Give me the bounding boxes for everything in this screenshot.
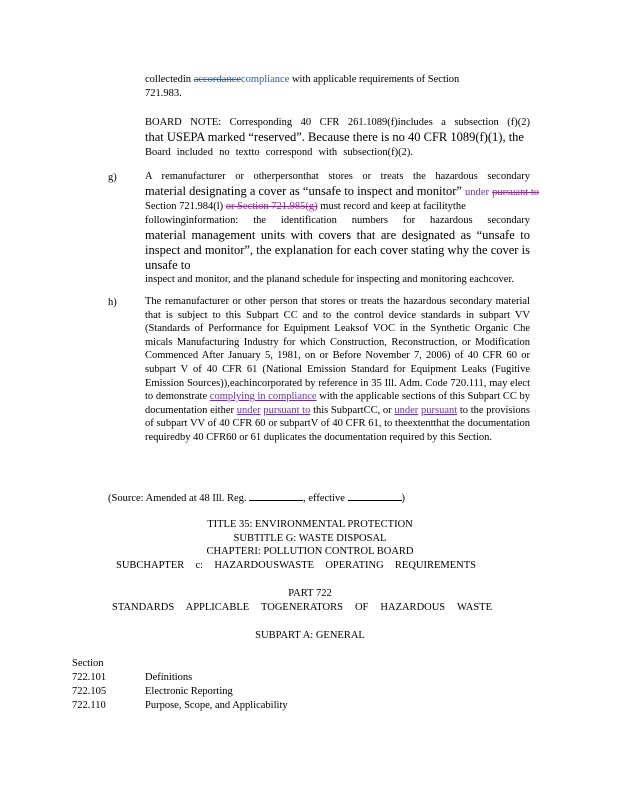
text-run: with the applicable sections of this Subpart CC by documentation either	[145, 391, 530, 416]
text-run: Section 721.984(l)	[145, 201, 224, 212]
subpart-heading: SUBPART A: GENERAL	[255, 630, 365, 641]
text-run: collectedin	[145, 74, 192, 85]
text-run: The remanufacturer or other person that stores or treats the hazardous secondary material that is subject to this Subpart CC and to the control device standards in subpart VV (Standards of Performance for Equipment Leaksof VOC in the Synthetic Organic Che micals Manufacturing Industry for which Construction, Reconstruction, or Modification Commenced After January 5, 1981, on or Before November 7, 2006) of 40 CFR 60 or subpart V of 40 CFR 61 (National Emission Standard for Equipment Leaks (Fugitive Emission Sources)),eachincorporated by reference in 35 Ill. Adm. Code 720.111, may elect to demonstrate	[145, 296, 530, 403]
chapter-heading: CHAPTERI: POLLUTION CONTROL BOARD	[206, 546, 414, 557]
text-run: with applicable requirements of Section	[291, 74, 460, 85]
blank-line	[348, 491, 402, 501]
subtitle-heading: SUBTITLE G: WASTE DISPOSAL	[233, 533, 387, 544]
board-note	[145, 115, 530, 160]
deleted-text: accordance	[193, 74, 241, 85]
text-run: this SubpartCC, or	[313, 404, 392, 416]
board-note-line: Board included no textto correspond with subsection(f)(2).	[145, 147, 413, 158]
text-run: , effective	[303, 493, 345, 504]
toc-title: Purpose, Scope, and Applicability	[145, 700, 288, 711]
inserted-text: pursuant to	[263, 404, 311, 416]
board-note-line: that USEPA marked “reserved”. Because there is no 40 CFR 1089(f)(1), the	[145, 130, 524, 144]
text-line: A remanufacturer or otherpersonthat stores or treats the hazardous secondary	[145, 171, 530, 182]
subsection-h	[145, 295, 530, 445]
text-run: must record and keep at facilitythe	[320, 201, 466, 212]
deleted-text: pursuant to	[492, 187, 540, 198]
text-line: material management units with covers that are designated as “unsafe to inspect and monitor”, the explanation for each cover stating why the cover is unsafe to	[145, 228, 530, 272]
toc-number: 722.110	[72, 700, 106, 711]
continued-paragraph	[145, 73, 530, 100]
part-heading: PART 722	[288, 588, 332, 599]
inserted-text: under	[394, 404, 419, 416]
inserted-text: complying in compliance	[209, 391, 317, 403]
toc-title: Electronic Reporting	[145, 686, 233, 697]
subsection-label: g)	[108, 172, 117, 183]
text-run: material designating a cover as “unsafe to inspect and monitor”	[145, 184, 462, 198]
inserted-text: under	[465, 187, 489, 198]
subsection-label: h)	[108, 297, 117, 308]
subchapter-heading: SUBCHAPTER c: HAZARDOUSWASTE OPERATING REQUIREMENTS	[116, 560, 476, 571]
inserted-text: under	[236, 404, 261, 416]
text-line: followinginformation: the identification numbers for hazardous secondary	[145, 215, 530, 226]
subsection-g	[145, 170, 540, 287]
title-heading: TITLE 35: ENVIRONMENTAL PROTECTION	[207, 519, 413, 530]
toc-number: 722.101	[72, 672, 107, 683]
text-run: (Source: Amended at 48 Ill. Reg.	[108, 493, 247, 504]
toc-header: Section	[72, 658, 104, 669]
part-title-heading: STANDARDS APPLICABLE TOGENERATORS OF HAZARDOUS WASTE	[112, 602, 492, 613]
blank-line	[249, 491, 303, 501]
toc-number: 722.105	[72, 686, 107, 697]
source-note	[108, 491, 405, 504]
text-run: to the provisions of subpart VV of 40 CFR 60 or subpartV of 40 CFR 61, to theextentthat the documentation requiredby 40 CFR60 or 61 duplicates the documentation required by this Section.	[145, 404, 531, 443]
text-run: 721.983.	[145, 87, 182, 99]
deleted-text: or Section 721.985(g)	[225, 201, 318, 212]
toc-title: Definitions	[145, 672, 193, 683]
text-run: )	[401, 493, 406, 504]
text-line: inspect and monitor, and the planand schedule for inspecting and monitoring eachcover.	[145, 274, 515, 285]
inserted-text: compliance	[240, 74, 290, 85]
board-note-line: BOARD NOTE: Corresponding 40 CFR 261.1089(f)includes a subsection (f)(2)	[145, 117, 530, 128]
inserted-text: pursuant	[421, 404, 458, 416]
